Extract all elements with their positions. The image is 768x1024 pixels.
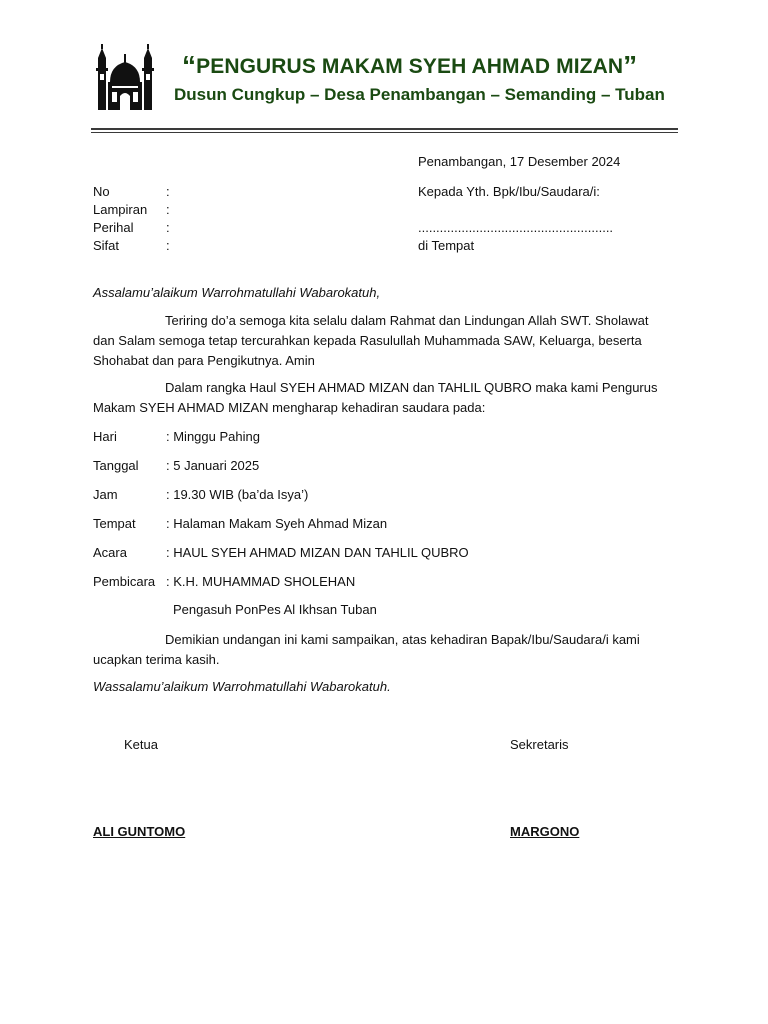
opening-greeting: Assalamu’alaikum Warrohmatullahi Wabarokatuh,	[93, 285, 381, 300]
header-divider-thin	[91, 132, 678, 133]
meta-label-no: No	[93, 184, 110, 199]
detail-label-tanggal: Tanggal	[93, 458, 139, 473]
paragraph-prayer: Teriring do’a semoga kita selalu dalam Rahmat dan Lindungan Allah SWT. Sholawat dan Salam semoga tetap tercurahkan kepada Rasulullah Muhammada SAW, Keluarga, beserta Shohabat dan para Pengikutnya. Amin	[93, 313, 649, 368]
meta-sep: :	[166, 202, 170, 217]
letterhead-title: “PENGURUS MAKAM SYEH AHMAD MIZAN”	[182, 50, 638, 81]
recipient-line: Kepada Yth. Bpk/Ibu/Saudara/i:	[418, 184, 600, 199]
signature-name-right: MARGONO	[510, 824, 580, 839]
recipient-dotted-line: ......................................................	[418, 220, 614, 235]
detail-label-hari: Hari	[93, 429, 117, 444]
detail-value-jam: : 19.30 WIB (ba’da Isya’)	[166, 487, 309, 502]
meta-sep: :	[166, 184, 170, 199]
paragraph-invitation: Dalam rangka Haul SYEH AHMAD MIZAN dan TAHLIL QUBRO maka kami Pengurus Makam SYEH AHMAD MIZAN mengharap kehadiran saudara pada:	[93, 380, 658, 415]
meta-label-lampiran: Lampiran	[93, 202, 148, 217]
detail-label-acara: Acara	[93, 545, 127, 560]
speaker-note: Pengasuh PonPes Al Ikhsan Tuban	[173, 602, 377, 617]
recipient-place: di Tempat	[418, 238, 475, 253]
detail-value-hari: : Minggu Pahing	[166, 429, 260, 444]
detail-value-acara: : HAUL SYEH AHMAD MIZAN DAN TAHLIL QUBRO	[166, 545, 469, 560]
detail-label-tempat: Tempat	[93, 516, 136, 531]
detail-value-tanggal: : 5 Januari 2025	[166, 458, 260, 473]
signature-title-right: Sekretaris	[510, 737, 569, 752]
paragraph-closing: Demikian undangan ini kami sampaikan, atas kehadiran Bapak/Ibu/Saudara/i kami ucapkan terima kasih.	[93, 632, 640, 667]
detail-value-pembicara: : K.H. MUHAMMAD SHOLEHAN	[166, 574, 356, 589]
meta-sep: :	[166, 238, 170, 253]
mosque-icon	[96, 44, 154, 110]
header-divider	[91, 128, 678, 130]
detail-value-tempat: : Halaman Makam Syeh Ahmad Mizan	[166, 516, 388, 531]
meta-sep: :	[166, 220, 170, 235]
meta-label-perihal: Perihal	[93, 220, 134, 235]
closing-greeting: Wassalamu’alaikum Warrohmatullahi Wabarokatuh.	[93, 679, 391, 694]
signature-name-left: ALI GUNTOMO	[93, 824, 186, 839]
detail-label-pembicara: Pembicara	[93, 574, 156, 589]
letterhead-subtitle: Dusun Cungkup – Desa Penambangan – Semanding – Tuban	[174, 85, 665, 104]
detail-label-jam: Jam	[93, 487, 118, 502]
signature-title-left: Ketua	[124, 737, 158, 752]
letter-date: Penambangan, 17 Desember 2024	[418, 154, 621, 169]
meta-label-sifat: Sifat	[93, 238, 120, 253]
